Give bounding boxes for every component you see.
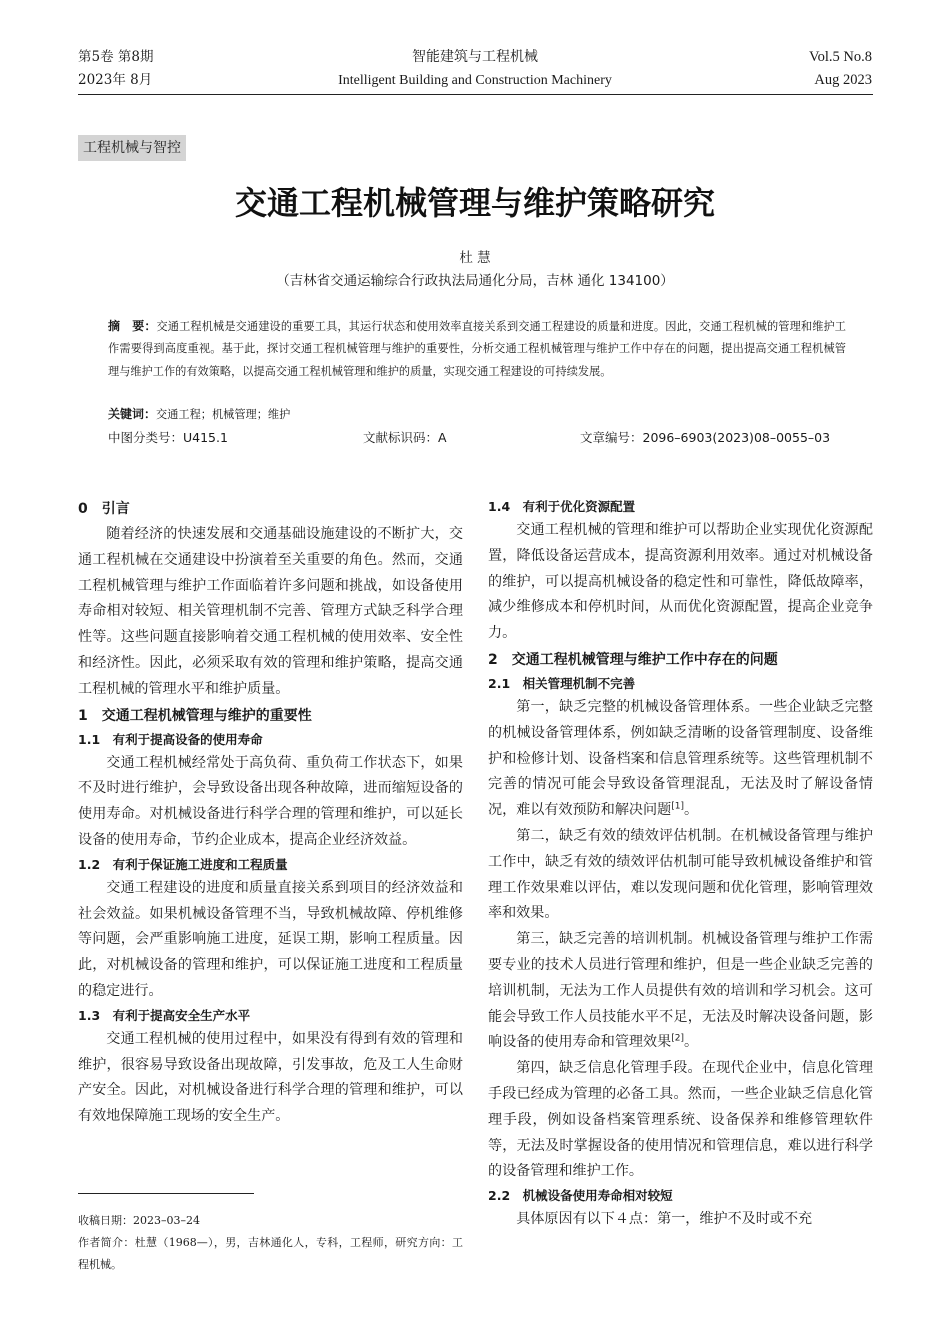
paragraph: 交通工程机械经常处于高负荷、重负荷工作状态下，如果不及时进行维护，会导致设备出现各种故障，进而缩短设备的使用寿命。对机械设备进行科学合理的管理和维护，可以延长设备的使用寿命，节约企业成本，提高企业经济效益。 xyxy=(78,754,463,848)
journal-name-en: Intelligent Building and Construction Machinery xyxy=(338,73,612,88)
paragraph: 第四，缺乏信息化管理手段。在现代企业中，信息化管理手段已经成为管理的必备工具。然而，一些企业缺乏信息化管理手段，例如设备档案管理系统、设备保养和维修管理软件等，无法及时掌握设备的使用情况和管理信息，难以进行科学的设备管理和维护工作。 xyxy=(488,1060,873,1180)
paragraph: 第二，缺乏有效的绩效评估机制。在机械设备管理与维护工作中，缺乏有效的绩效评估机制可能导致机械设备维护和管理工作效果难以评估，难以发现问题和优化管理，影响管理效率和效果。 xyxy=(488,827,873,922)
paragraph-end: 。 xyxy=(683,1034,699,1051)
abstract xyxy=(108,315,846,383)
subsection-heading: 1.3 有利于提高安全生产水平 xyxy=(78,1007,251,1023)
journal-name-cn: 智能建筑与工程机械 xyxy=(412,50,538,65)
document-code: 文献标识码：A xyxy=(363,430,447,445)
issue-volume: 第5卷 第8期 xyxy=(78,49,154,65)
left-column xyxy=(78,496,463,1130)
paragraph: 具体原因有以下４点：第一，维护不及时或不充 xyxy=(516,1211,813,1228)
column-tag: 工程机械与智控 xyxy=(78,135,186,161)
author-name: 杜 慧 xyxy=(459,250,491,266)
paragraph: 交通工程建设的进度和质量直接关系到项目的经济效益和社会效益。如果机械设备管理不当，导致机械故障、停机维修等问题，会严重影响施工进度，延误工期，影响工程质量。因此，对机械设备的管理和维护，可以保证施工进度和工程质量的稳定进行。 xyxy=(78,879,463,999)
paragraph xyxy=(488,927,873,1056)
section-heading: 0 引言 xyxy=(78,501,130,517)
footnote-author-bio: 作者简介：杜慧（1968—），男，吉林通化人，专科，工程师，研究方向：工程机械。 xyxy=(78,1236,463,1271)
citation-ref[interactable]: [1] xyxy=(671,801,684,812)
section-heading: 2 交通工程机械管理与维护工作中存在的问题 xyxy=(488,651,778,668)
paragraph: 交通工程机械的管理和维护可以帮助企业实现优化资源配置，降低设备运营成本，提高资源利用效率。通过对机械设备的维护，可以提高机械设备的稳定性和可靠性，降低故障率，减少维修成本和停机时间，从而优化资源配置，提高企业竞争力。 xyxy=(488,522,873,642)
paragraph-text: 第三，缺乏完善的培训机制。机械设备管理与维护工作需要专业的技术人员进行管理和维护，但是一些企业缺乏完善的培训机制，无法为工作人员提供有效的培训和学习机会。这可能会导致工作人员技能水平不足，无法及时解决设备问题，影响设备的使用寿命和管理效果 xyxy=(488,931,873,1051)
paragraph xyxy=(488,695,873,824)
issue-date-en: Aug 2023 xyxy=(814,72,872,88)
subsection-heading: 2.1 相关管理机制不完善 xyxy=(488,675,636,691)
article-title: 交通工程机械管理与维护策略研究 xyxy=(234,184,715,222)
subsection-heading: 1.4 有利于优化资源配置 xyxy=(488,499,636,514)
paragraph: 随着经济的快速发展和交通基础设施建设的不断扩大，交通工程机械在交通建设中扮演着至关重要的角色。然而，交通工程机械管理与维护工作面临着许多问题和挑战，如设备使用寿命相对较短、相关管理机制不完善、管理方式缺乏科学合理性等。这些问题直接影响着交通工程机械的使用效率、安全性和经济性。因此，必须采取有效的管理和维护策略，提高交通工程机械的管理水平和维护质量。 xyxy=(78,526,463,697)
section-heading: 1 交通工程机械管理与维护的重要性 xyxy=(78,707,312,724)
subsection-heading: 1.1 有利于提高设备的使用寿命 xyxy=(78,731,263,747)
article-number: 文章编号：2096–6903(2023)08–0055–03 xyxy=(580,430,831,445)
right-column xyxy=(488,496,873,1233)
issue-volume-en: Vol.5 No.8 xyxy=(809,49,872,65)
author-affiliation: （吉林省交通运输综合行政执法局通化分局，吉林 通化 134100） xyxy=(276,273,674,289)
keywords-label: 关键词： xyxy=(108,407,157,421)
citation-ref[interactable]: [2] xyxy=(671,1033,684,1044)
header-rule xyxy=(78,94,873,95)
keywords-text: 交通工程；机械管理；维护 xyxy=(156,408,291,421)
subsection-heading: 1.2 有利于保证施工进度和工程质量 xyxy=(78,856,288,872)
footnote-rule xyxy=(78,1193,254,1194)
footnote-received-date: 收稿日期：2023–03–24 xyxy=(78,1214,200,1227)
paragraph-text: 第一，缺乏完整的机械设备管理体系。一些企业缺乏完整的机械设备管理体系，例如缺乏清晰的设备管理制度、设备维护和检修计划、设备档案和信息管理系统等。这些管理机制不完善的情况可能会导致设备管理混乱，无法及时了解设备情况，难以有效预防和解决问题 xyxy=(488,698,873,819)
abstract-label: 摘 要： xyxy=(108,319,157,333)
abstract-text: 交通工程机械是交通建设的重要工具，其运行状态和使用效率直接关系到交通工程建设的质量和进度。因此，交通工程机械的管理和维护工作需要得到高度重视。基于此，探讨交通工程机械管理与维护的重要性，分析交通工程机械管理与维护工作中存在的问题，提出提高交通工程机械管理与维护工作的有效策略，以提高交通工程机械管理和维护的质量，实现交通工程建设的可持续发展。 xyxy=(108,320,846,378)
clc-number: 中图分类号：U415.1 xyxy=(108,430,228,445)
paragraph: 交通工程机械的使用过程中，如果没有得到有效的管理和维护，很容易导致设备出现故障，引发事故，危及工人生命财产安全。因此，对机械设备进行科学合理的管理和维护，可以有效地保障施工现场的安全生产。 xyxy=(78,1030,463,1125)
paragraph-end: 。 xyxy=(683,802,699,819)
keywords xyxy=(108,404,846,425)
issue-date-cn: 2023年 8月 xyxy=(78,72,153,88)
running-header-center xyxy=(0,46,950,98)
subsection-heading: 2.2 机械设备使用寿命相对较短 xyxy=(488,1188,673,1204)
running-header-right xyxy=(809,46,872,98)
